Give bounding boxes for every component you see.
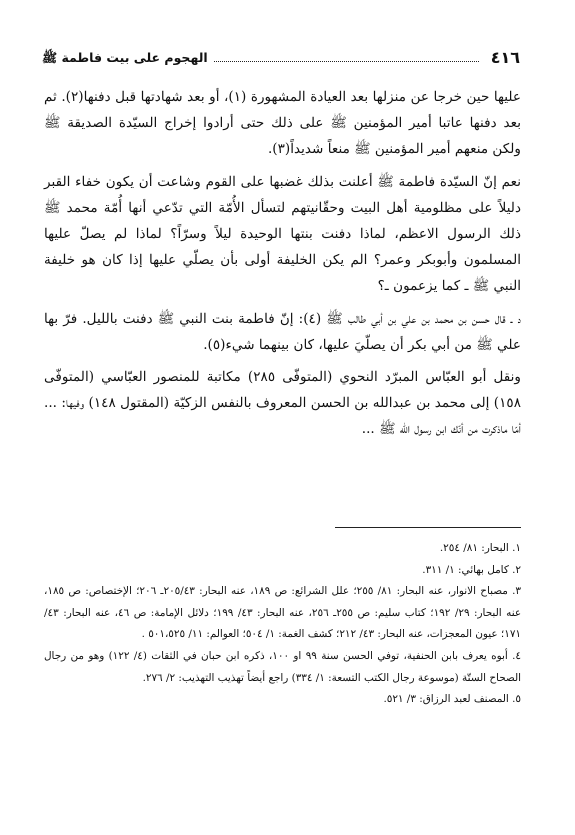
main-text: [44, 84, 521, 443]
footnote-5: ٥. المصنف لعبد الرزاق: ٣/ ٥٢١.: [383, 693, 521, 706]
paragraph-4: ونقل أبو العبّاس المبرّد النحوي (المتوفّى ٢٨٥) مكاتبة للمنصور العبّاسي (المتوفّى ١٥٨) إلى محمد بن عبدالله بن الحسن المعروف بالنفس الزكيّة (المقتول ١٤٨) وفيها: ... أمّا ماذكرت من أنّك ابن رسول الله ﷺ ...: [44, 369, 521, 438]
header-dotted-rule: [214, 61, 479, 62]
footnote-3: ٣. مصباح الانوار، عنه البحار: ٨١/ ٢٥٥؛ علل الشرائع: ص ١٨٩، عنه البحار: ٢٠٥/٤٣ـ ٢٠٦؛ الإختصاص: ص ١٨٥، عنه البحار: ٢٩/ ١٩٢؛ كتاب سليم: ص ٢٥٥ـ ٢٥٦، عنه البحار: ٤٣/ ١٩٩؛ دلائل الإمامة: ص ٤٦، عنه البحار: ٤٣/ ١٧١؛ عيون المعجزات، عنه البحار: ٤٣/ ٢١٢؛ كشف الغمة: ١/ ٥٠٤؛ العوالم: ١١/ ٥٠١،٥٢٥ .: [44, 585, 522, 641]
paragraph-3: د ـ قال حسن بن محمد بن علي بن أبي طالب ﷺ (٤): إنّ فاطمة بنت النبي ﷺ دفنت بالليل. فرّ بها علي ﷺ من أبي بكر أن يصلّيَ عليها، كان بينهما شيء(٥).: [44, 310, 521, 353]
footnote-4: ٤. أبوه يعرف بابن الحنفية، توفي الحسن سنة ٩٩ او ١٠٠، ذكره ابن حبان في الثقات (٤/ ١٢٢) وهو من رجال الصحاح الستّة (موسوعة رجال الكتب التسعة: ١/ ٣٣٤) راجع أيضاً تهذيب التهذيب: ٢/ ٢٧٦.: [44, 649, 521, 684]
paragraph-1: عليها حين خرجا عن منزلها بعد العيادة المشهورة (١)، أو بعد شهادتها قبل دفنها(٢). ثم بعد دفنها عاتبا أمير المؤمنين ﷺ على ذلك حتى أرادوا إخراج السيّدة الصديقة ﷺ ولكن منعهم أمير المؤمنين ﷺ منعاً شديداً(٣).: [44, 89, 521, 158]
page-number: ٤١٦: [490, 48, 520, 67]
footnote-separator: [335, 527, 521, 528]
running-title: الهجوم على بيت فاطمة ﷺ: [42, 50, 208, 65]
footnotes: [44, 538, 521, 711]
footnote-2: ٢. كامل بهائي: ١/ ٣١١.: [422, 563, 521, 576]
page-header: [42, 46, 520, 66]
footnote-1: ١. البحار: ٨١/ ٢٥٤.: [439, 542, 521, 554]
paragraph-2: نعم إنّ السيّدة فاطمة ﷺ أعلنت بذلك غضبها على القوم وشاعت أن يكون خفاء القبر دليلاً على مظلومية أهل البيت وحقّانيتهم لتسأل الأُمّة التي تدّعي أنها أُمّة محمد ﷺ ذلك الرسول الاعظم، لماذا دفنت بنتها الوحيدة ليلاً وسرّاً؟ لماذا لم يصلّ عليها المسلمون وأبوبكر وعمر؟ الم يكن الخليفة أولى بأن يصلّي عليها إذا كان هو خليفة النبي ﷺ ـ كما يزعمون ـ؟: [44, 173, 521, 295]
